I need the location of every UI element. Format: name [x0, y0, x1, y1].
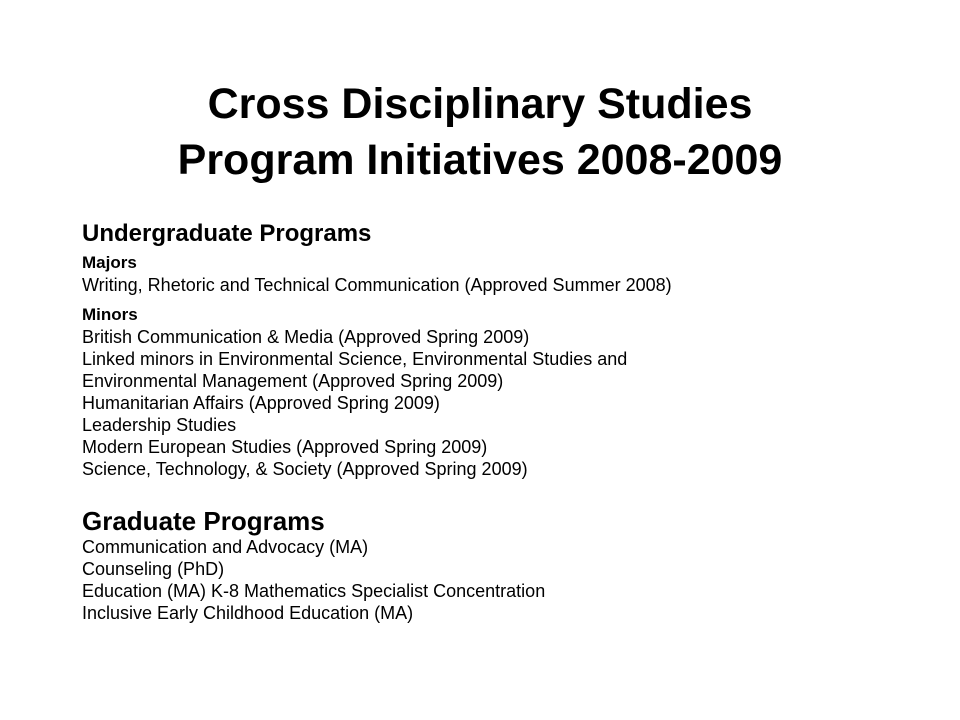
graduate-section	[82, 506, 942, 624]
majors-group	[82, 252, 942, 296]
undergraduate-heading: Undergraduate Programs	[82, 220, 372, 247]
slide-content	[82, 218, 942, 624]
minors-group	[82, 304, 942, 480]
minor-item: Linked minors in Environmental Science, Environmental Studies and	[82, 349, 628, 369]
graduate-item: Education (MA) K-8 Mathematics Specialist Concentration	[82, 581, 546, 601]
graduate-heading: Graduate Programs	[82, 506, 325, 536]
graduate-item: Communication and Advocacy (MA)	[82, 537, 369, 557]
graduate-item: Inclusive Early Childhood Education (MA)	[82, 603, 414, 623]
minor-item: British Communication & Media (Approved Spring 2009)	[82, 327, 530, 347]
minor-item: Environmental Management (Approved Spring 2009)	[82, 371, 504, 391]
major-item: Writing, Rhetoric and Technical Communication (Approved Summer 2008)	[82, 275, 672, 295]
majors-label: Majors	[82, 253, 137, 272]
slide-title-line-1: Cross Disciplinary Studies	[207, 80, 753, 128]
minor-item: Science, Technology, & Society (Approved Spring 2009)	[82, 459, 528, 479]
minors-label: Minors	[82, 305, 138, 324]
minor-item: Modern European Studies (Approved Spring 2009)	[82, 437, 488, 457]
minor-item: Leadership Studies	[82, 415, 237, 435]
slide-title-line-2: Program Initiatives 2008-2009	[177, 136, 783, 184]
minor-item: Humanitarian Affairs (Approved Spring 2009)	[82, 393, 440, 413]
undergraduate-section	[82, 218, 942, 480]
graduate-item: Counseling (PhD)	[82, 559, 225, 579]
slide-title	[0, 76, 960, 188]
